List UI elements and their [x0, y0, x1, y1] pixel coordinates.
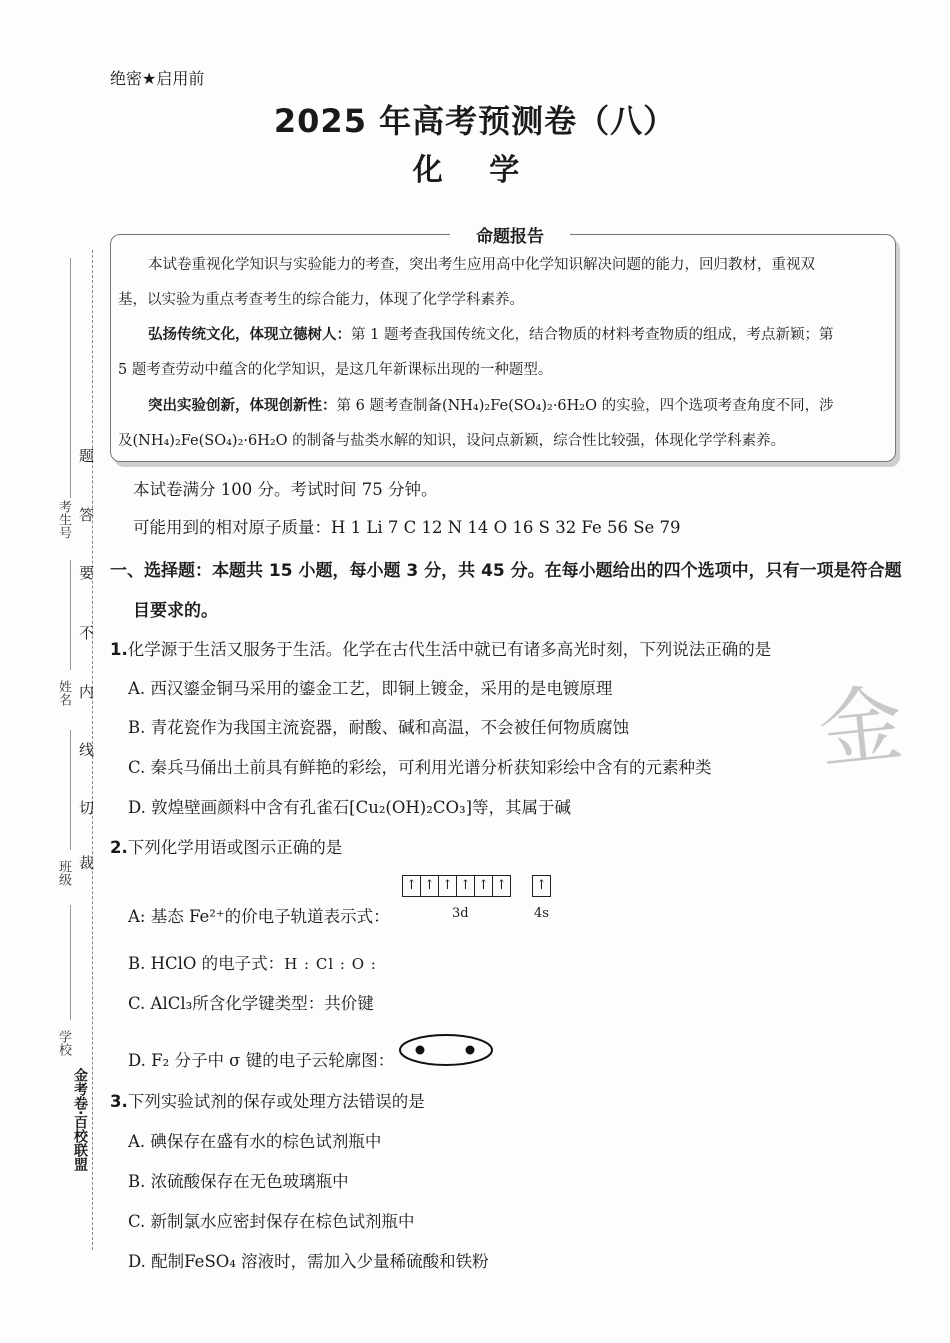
margin-name: 姓名: [56, 680, 71, 706]
question-3-stem: 3.下列实验试剂的保存或处理方法错误的是: [110, 1092, 425, 1111]
question-2-option-d: D. F₂ 分子中 σ 键的电子云轮廓图：: [128, 1051, 395, 1070]
confidential-label: 绝密★启用前: [110, 69, 205, 88]
question-3-option-c: C. 新制氯水应密封保存在棕色试剂瓶中: [128, 1212, 415, 1231]
question-1-option-a: A. 西汉鎏金铜马采用的鎏金工艺，即铜上镀金，采用的是电镀原理: [128, 679, 613, 698]
report-p2-line1: 弘扬传统文化，体现立德树人：第 1 题考查我国传统文化，结合物质的材料考查物质的组成，考点新颖；第: [148, 327, 834, 343]
margin-cut-char: 切: [77, 800, 95, 815]
orbital-4s-box: [532, 874, 551, 897]
hclo-electron-formula: H : Cl : O :: [284, 955, 377, 973]
report-p3-line1: 突出实验创新，体现创新性：第 6 题考查制备(NH₄)₂Fe(SO₄)₂·6H₂O 的实验，四个选项考查角度不同，涉: [148, 398, 834, 414]
orbital-3d-box: [402, 874, 511, 897]
up-arrow-icon: ↑: [475, 876, 493, 896]
up-arrow-icon: ↑: [439, 876, 457, 896]
margin-cut-char: 内: [77, 684, 95, 699]
question-2-option-a: A: 基态 Fe²⁺的价电子轨道表示式：: [128, 907, 390, 926]
section-heading-cont: 目要求的。: [133, 601, 218, 621]
margin-cut-char: 线: [77, 742, 95, 757]
question-1-option-c: C. 秦兵马俑出土前具有鲜艳的彩绘，可利用光谱分析获知彩绘中含有的元素种类: [128, 758, 712, 777]
subject-title: 化 学: [412, 153, 538, 188]
orbital-3d-label: 3d: [452, 906, 469, 921]
margin-line-class: [70, 730, 71, 850]
page-title: 2025 年高考预测卷（八）: [273, 102, 677, 140]
score-time: 本试卷满分 100 分。考试时间 75 分钟。: [133, 480, 438, 499]
margin-line-name: [70, 560, 71, 670]
report-p1-line1: 本试卷重视化学知识与实验能力的考查，突出考生应用高中化学知识解决问题的能力，回归教材，重视双: [148, 257, 815, 273]
up-arrow-icon: ↑: [536, 878, 547, 893]
question-1-stem: 1.化学源于生活又服务于生活。化学在古代生活中就已有诸多高光时刻，下列说法正确的是: [110, 640, 772, 659]
orbital-4s-label: 4s: [534, 906, 549, 921]
margin-class: 班级: [56, 860, 71, 886]
report-heading: 命题报告: [450, 222, 570, 247]
margin-cut-char: 裁: [77, 855, 95, 870]
question-2-option-c: C. AlCl₃所含化学键类型：共价键: [128, 994, 374, 1013]
margin-exam-no: 考生号: [56, 500, 71, 539]
report-p1-line2: 基，以实验为重点考查考生的综合能力，体现了化学学科素养。: [118, 292, 524, 308]
report-p3-line2: 及(NH₄)₂Fe(SO₄)₂·6H₂O 的制备与盐类水解的知识，设问点新颖，综合性比较强，体现化学学科素养。: [118, 433, 786, 449]
watermark-seal: 金: [813, 673, 908, 781]
section-heading: 一、选择题：本题共 15 小题，每小题 3 分，共 45 分。在每小题给出的四个选项中，只有一项是符合题: [110, 561, 902, 581]
up-arrow-icon: ↑: [496, 878, 507, 893]
margin-cut-char: 答: [77, 507, 95, 522]
question-1-option-b: B. 青花瓷作为我国主流瓷器，耐酸、碱和高温，不会被任何物质腐蚀: [128, 718, 630, 737]
margin-cut-char: 不: [77, 625, 95, 640]
margin-league: 金考卷·百校联盟: [72, 1068, 88, 1172]
question-3-option-d: D. 配制FeSO₄ 溶液时，需加入少量稀硫酸和铁粉: [128, 1252, 489, 1271]
up-arrow-icon: ↑: [421, 876, 439, 896]
margin-cut-char: 要: [77, 565, 95, 580]
question-2-stem: 2.下列化学用语或图示正确的是: [110, 838, 343, 857]
atomic-mass: 可能用到的相对原子质量：H 1 Li 7 C 12 N 14 O 16 S 32 Fe 56 Se 79: [133, 518, 681, 537]
question-3-option-a: A. 碘保存在盛有水的棕色试剂瓶中: [128, 1132, 382, 1151]
margin-line-school: [70, 905, 71, 1020]
margin-line-exam-no: [70, 258, 71, 498]
question-3-option-b: B. 浓硫酸保存在无色玻璃瓶中: [128, 1172, 349, 1191]
up-arrow-icon: ↑: [403, 876, 421, 896]
question-2-option-b: B. HClO 的电子式：H : Cl : O :: [128, 954, 377, 973]
margin-cut-char: 题: [77, 448, 95, 463]
up-arrow-icon: ↑: [457, 876, 475, 896]
question-1-option-d: D. 敦煌壁画颜料中含有孔雀石[Cu₂(OH)₂CO₃]等，其属于碱: [128, 798, 572, 817]
margin-school: 学校: [56, 1030, 71, 1056]
sigma-bond-cloud-diagram: [398, 1032, 494, 1068]
report-p2-line2: 5 题考查劳动中蕴含的化学知识，是这几年新课标出现的一种题型。: [118, 362, 553, 378]
